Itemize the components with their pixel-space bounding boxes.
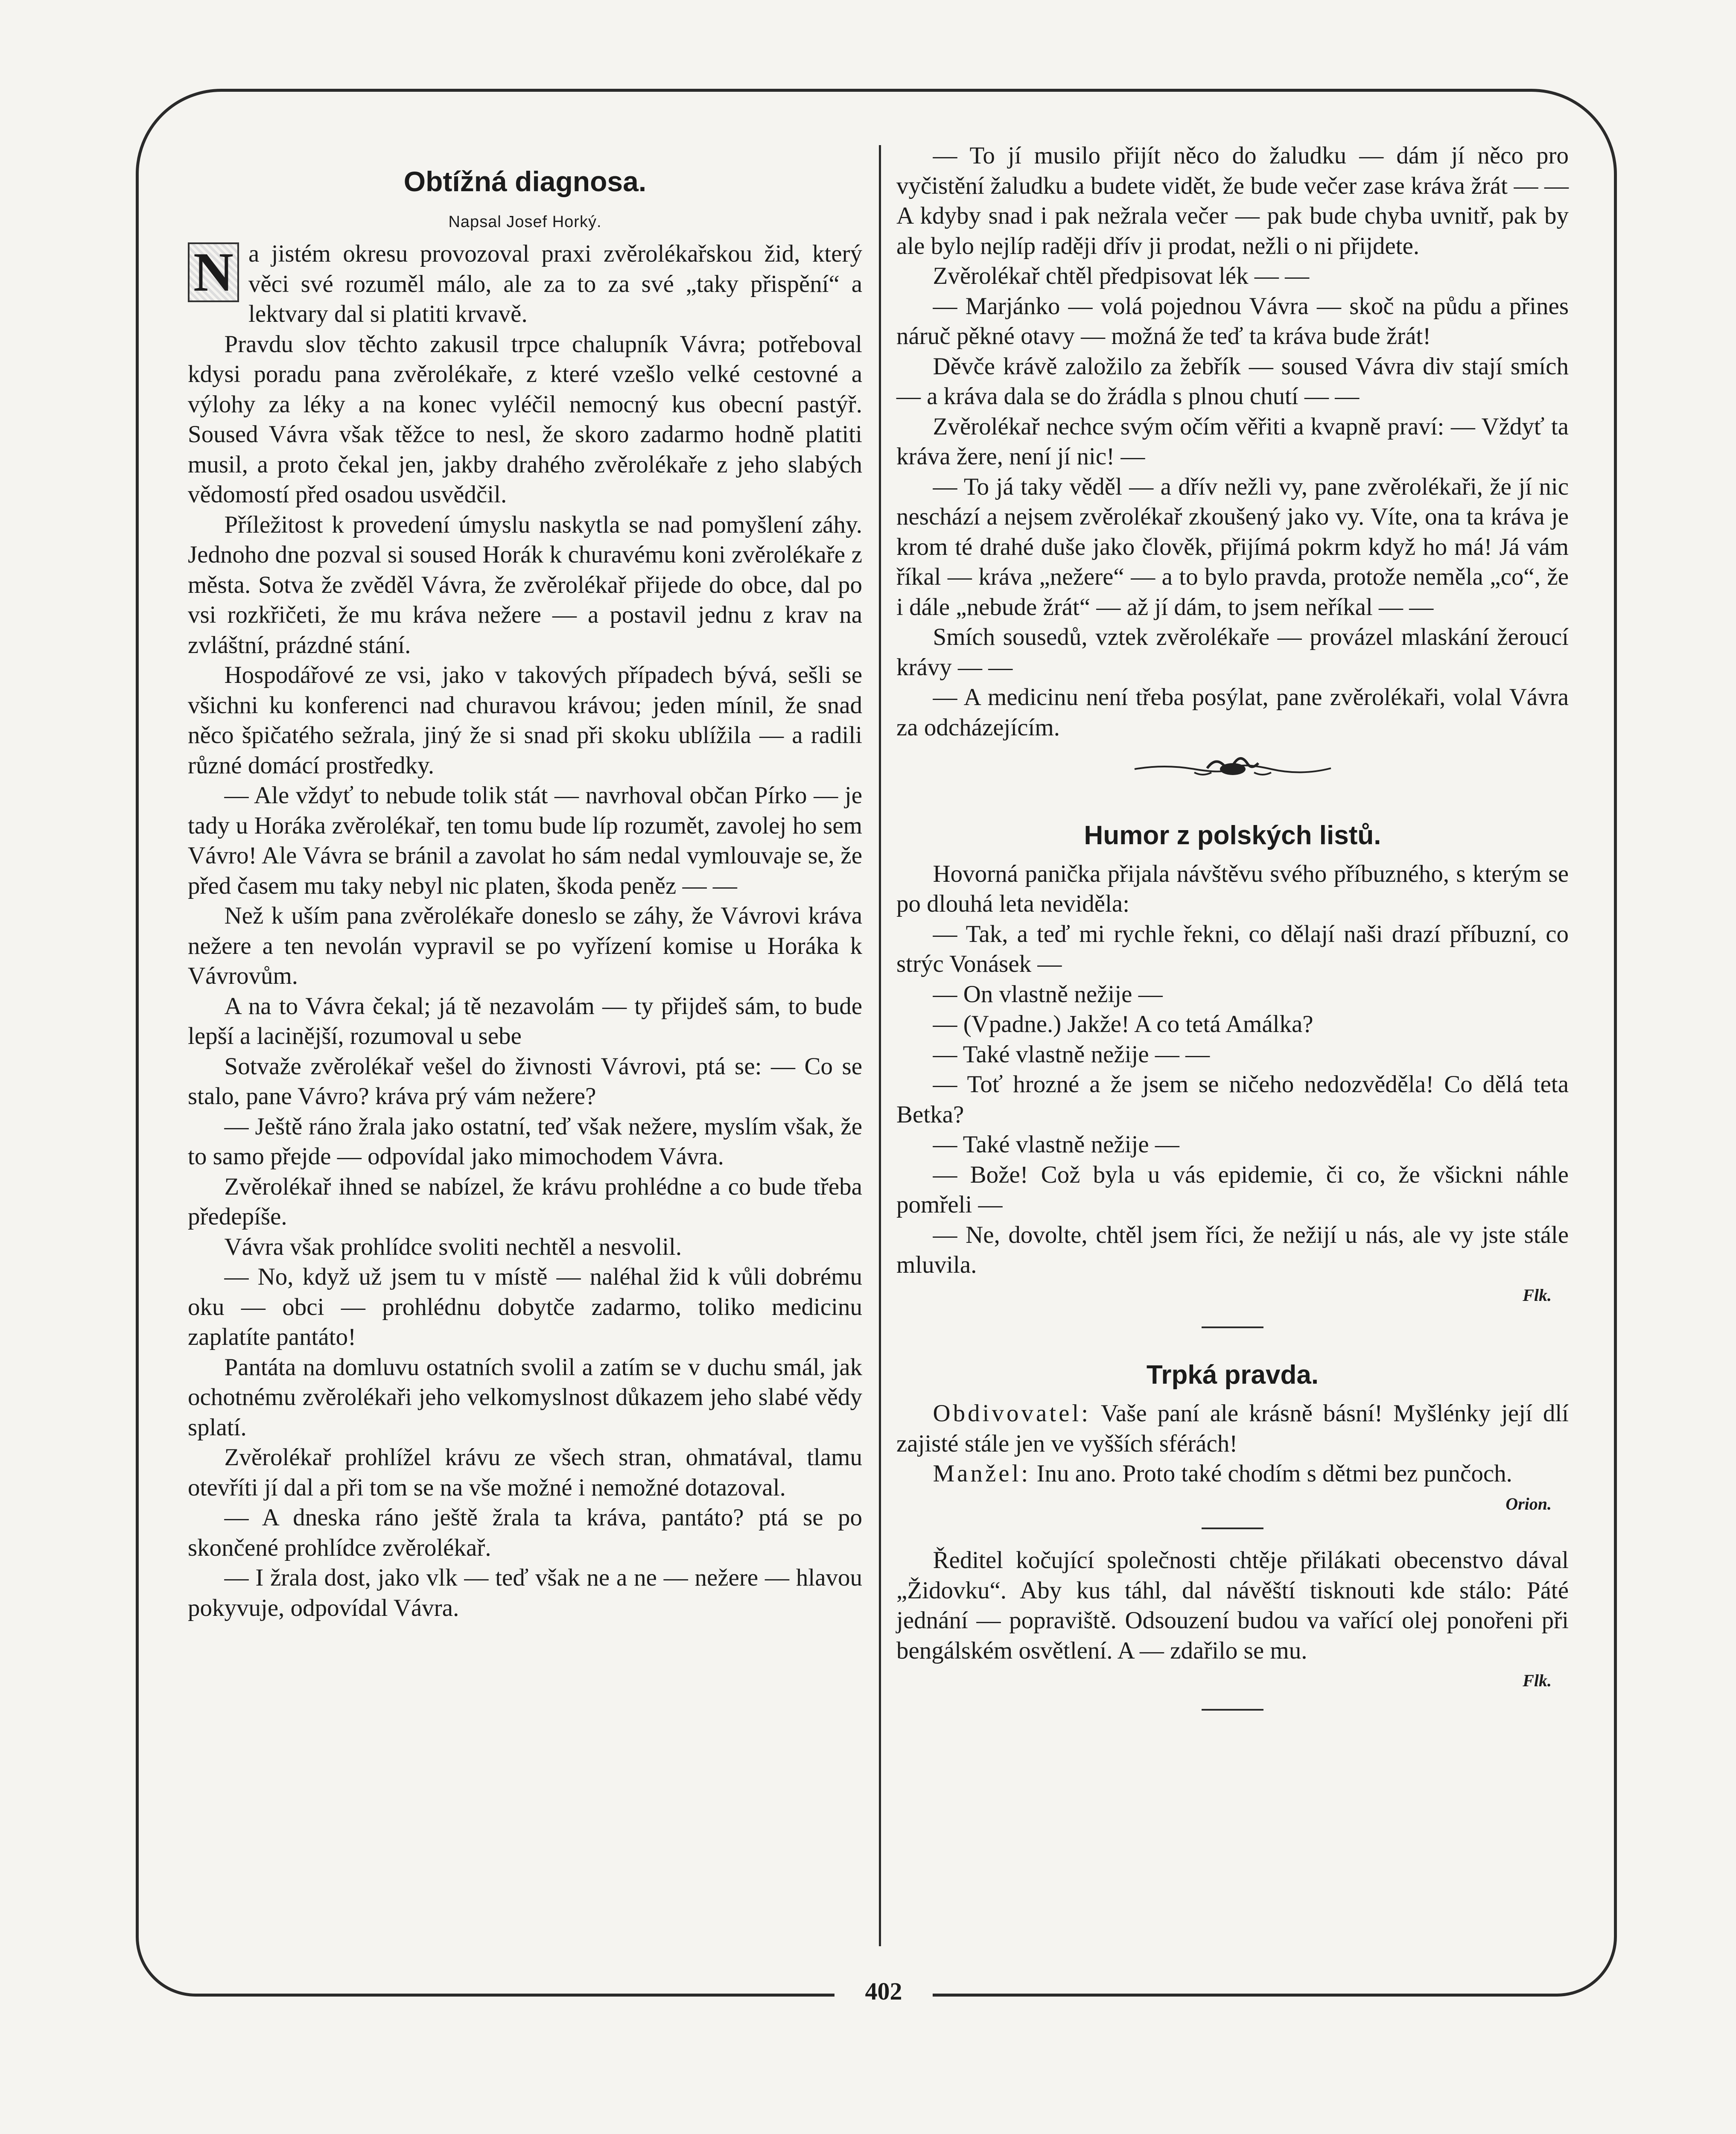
- article-byline: Napsal Josef Horký.: [448, 213, 602, 231]
- paragraph: — On vlastně nežije —: [933, 980, 1163, 1008]
- paragraph: — No, když už jsem tu v místě — naléhal žid k vůli dobrému oku — obci — prohlédnu dobytče zadarmo, toliko medicinu zaplatíte pantáto!: [188, 1263, 862, 1350]
- paragraph: — A dneska ráno ještě žrala ta kráva, pantáto? ptá se po skončené prohlídce zvěrolékař.: [188, 1504, 862, 1561]
- paragraph: Sotvaže zvěrolékař vešel do živnosti Vávrovi, ptá se: — Co se stalo, pane Vávro? kráva prý vám nežere?: [188, 1052, 862, 1110]
- paragraph: Zvěrolékař chtěl předpisovat lék — —: [933, 262, 1310, 289]
- paragraph: A na to Vávra čekal; já tě nezavolám — ty přijdeš sám, to bude lepší a lacinější, rozumoval u sebe: [188, 992, 862, 1050]
- dialogue-line: [896, 1459, 1569, 1489]
- paragraph: Hospodářové ze vsi, jako v takových případech bývá, sešli se všichni ku konferenci nad churavou krávou; jeden mínil, že snad něco špičatého sežrala, jiný že si snad při skoku ublížila — a radili různé domácí prostředky.: [188, 662, 862, 779]
- paragraph: Než k uším pana zvěrolékaře doneslo se záhy, že Vávrovi kráva nežere a ten nevolán vypravil se po vyřízení komise u Horáka k Vávrovům.: [188, 902, 862, 989]
- paragraph: — Také vlastně nežije —: [933, 1131, 1179, 1158]
- paragraph: Zvěrolékař ihned se nabízel, že krávu prohlédne a co bude třeba předepíše.: [188, 1173, 862, 1230]
- dialogue-line: [896, 1399, 1569, 1459]
- page-number: 402: [865, 1977, 902, 2005]
- section-title: Trpká pravda.: [1146, 1360, 1319, 1390]
- opening-paragraph: [188, 239, 862, 329]
- paragraph: Pantáta na domluvu ostatních svolil a zatím se v duchu smál, jak ochotnému zvěrolékaři jeho velkomyslnost důkazem jeho slabé vědy splatí.: [188, 1353, 862, 1441]
- paragraph: — Ještě ráno žrala jako ostatní, teď však nežere, myslím však, že to samo přejde — odpovídal jako mimochodem Vávra.: [188, 1113, 862, 1170]
- paragraph: Příležitost k provedení úmyslu naskytla se nad pomyšlení záhy. Jednoho dne pozval si soused Horák k churavému koni zvěrolékaře z města. Sotva že zvěděl Vávra, že zvěrolékař přijede do obce, dal po vsi rozkřičeti, že mu kráva nežere — a postavil jednu z krav na zvláštní, prázdné stání.: [188, 511, 862, 659]
- signature: Orion.: [1506, 1494, 1552, 1513]
- signature: Flk.: [1523, 1285, 1552, 1305]
- drop-cap-initial: N: [188, 242, 239, 302]
- paragraph: Ředitel kočující společnosti chtěje přilákati obecenstvo dával „Židovku“. Aby kus táhl, dal návěští tisknouti kde stálo: Páté jednání — popraviště. Odsouzení budou va vařící olej ponořeni při bengálském osvětlení. A — zdařilo se mu.: [896, 1547, 1569, 1664]
- dialogue-text: Vaše paní ale krásně básní! Myšlénky její dlí zajisté stále jen ve vyšších sférách!: [896, 1400, 1569, 1457]
- speaker-label: Obdivovatel:: [933, 1400, 1091, 1427]
- speaker-label: Manžel:: [933, 1460, 1031, 1487]
- ornament-divider: [896, 755, 1569, 789]
- paragraph: — I žrala dost, jako vlk — teď však ne a ne — nežere — hlavou pokyvuje, odpovídal Vávra.: [188, 1564, 862, 1621]
- dialogue-text: Inu ano. Proto také chodím s dětmi bez punčoch.: [1036, 1460, 1512, 1487]
- left-column: [188, 158, 862, 1623]
- paragraph: a jistém okresu provozoval praxi zvěrolékařskou žid, který věci své rozuměl málo, ale za to za své „taky přispění“ a lektvary dal si platiti krvavě.: [248, 240, 862, 327]
- article-title: Obtížná diagnosa.: [403, 166, 647, 197]
- column-divider: [879, 145, 881, 1946]
- signature: Flk.: [1523, 1671, 1552, 1690]
- paragraph: Zvěrolékař prohlížel krávu ze všech stran, ohmatával, tlamu otevříti jí dal a při tom se na vše možné i nemožné dotazoval.: [188, 1444, 862, 1501]
- paragraph: Hovorná panička přijala návštěvu svého příbuzného, s kterým se po dlouhá leta neviděla:: [896, 860, 1569, 917]
- paragraph: — (Vpadne.) Jakže! A co tetá Amálka?: [933, 1011, 1313, 1038]
- paragraph: Smích sousedů, vztek zvěrolékaře — provázel mlaskání žeroucí krávy — —: [896, 624, 1569, 681]
- section-title: Humor z polských listů.: [1084, 820, 1381, 850]
- paragraph: — Také vlastně nežije — —: [933, 1041, 1210, 1068]
- paragraph: — Toť hrozné a že jsem se ničeho nedozvěděla! Co dělá teta Betka?: [896, 1071, 1569, 1128]
- paragraph: — Ale vždyť to nebude tolik stát — navrhoval občan Pírko — je tady u Horáka zvěrolékař, ten tomu bude líp rozumět, zavolej ho sem Vávro! Ale Vávra se bránil a zavolat ho sám nedal vymlouvaje se, že před časem mu taky nebyl nic platen, škoda peněz — —: [188, 782, 862, 899]
- paragraph: — Bože! Což byla u vás epidemie, či co, že všickni náhle pomřeli —: [896, 1161, 1569, 1218]
- paragraph: — A medicinu není třeba posýlat, pane zvěrolékaři, volal Vávra za odcházejícím.: [896, 684, 1569, 741]
- paragraph: Zvěrolékař nechce svým očím věřiti a kvapně praví: — Vždyť ta kráva žere, není jí nic! —: [896, 413, 1569, 470]
- paragraph: — Tak, a teď mi rychle řekni, co dělají naši drazí příbuzní, co strýc Vonásek —: [896, 920, 1569, 977]
- paragraph: Vávra však prohlídce svoliti nechtěl a nesvolil.: [224, 1233, 682, 1260]
- flourish-ornament-icon: [1130, 755, 1335, 781]
- section-rule: [1202, 1709, 1263, 1711]
- paragraph: — Marjánko — volá pojednou Vávra — skoč na půdu a přines náruč pěkné otavy — možná že teď ta kráva bude žrát!: [896, 292, 1569, 350]
- paragraph: Děvče krávě založilo za žebřík — soused Vávra div stají smích — a kráva dala se do žrádla s plnou chutí — —: [896, 353, 1569, 410]
- right-column: [896, 141, 1569, 1727]
- section-rule: [1202, 1528, 1263, 1529]
- paragraph: — To já taky věděl — a dřív nežli vy, pane zvěrolékaři, že jí nic neschází a nejsem zvěrolékař zkoušený jako vy. Víte, ona ta kráva je krom té drahé duše jako člověk, přijímá pokrm když ho má! Já vám říkal — kráva „nežere“ — a to bylo pravda, protože neměla „co“, že i dále „nebude žrát“ — až jí dám, to jsem neříkal — —: [896, 473, 1569, 621]
- paragraph: Pravdu slov těchto zakusil trpce chalupník Vávra; potřeboval kdysi poradu pana zvěrolékaře, z které vzešlo velké cestovné a výlohy za léky a na konec vyléčil nemocný kus obecní pastýř. Soused Vávra však těžce to nesl, že skoro zadarmo hodně platiti musil, a proto čekal jen, jakby drahého zvěrolékaře z jeho slabých vědomostí před osadou usvědčil.: [188, 330, 862, 508]
- section-rule: [1202, 1326, 1263, 1328]
- paragraph: — Ne, dovolte, chtěl jsem říci, že nežijí u nás, ale vy jste stále mluvila.: [896, 1221, 1569, 1278]
- paragraph: — To jí musilo přijít něco do žaludku — dám jí něco pro vyčistění žaludku a budete vidět, že bude večer zase kráva žrát — — A kdyby snad i pak nežrala večer — pak bude chyba uvnitř, pak by ale bylo nejlíp raději dřív ji prodat, nežli o ni přijdete.: [896, 142, 1569, 259]
